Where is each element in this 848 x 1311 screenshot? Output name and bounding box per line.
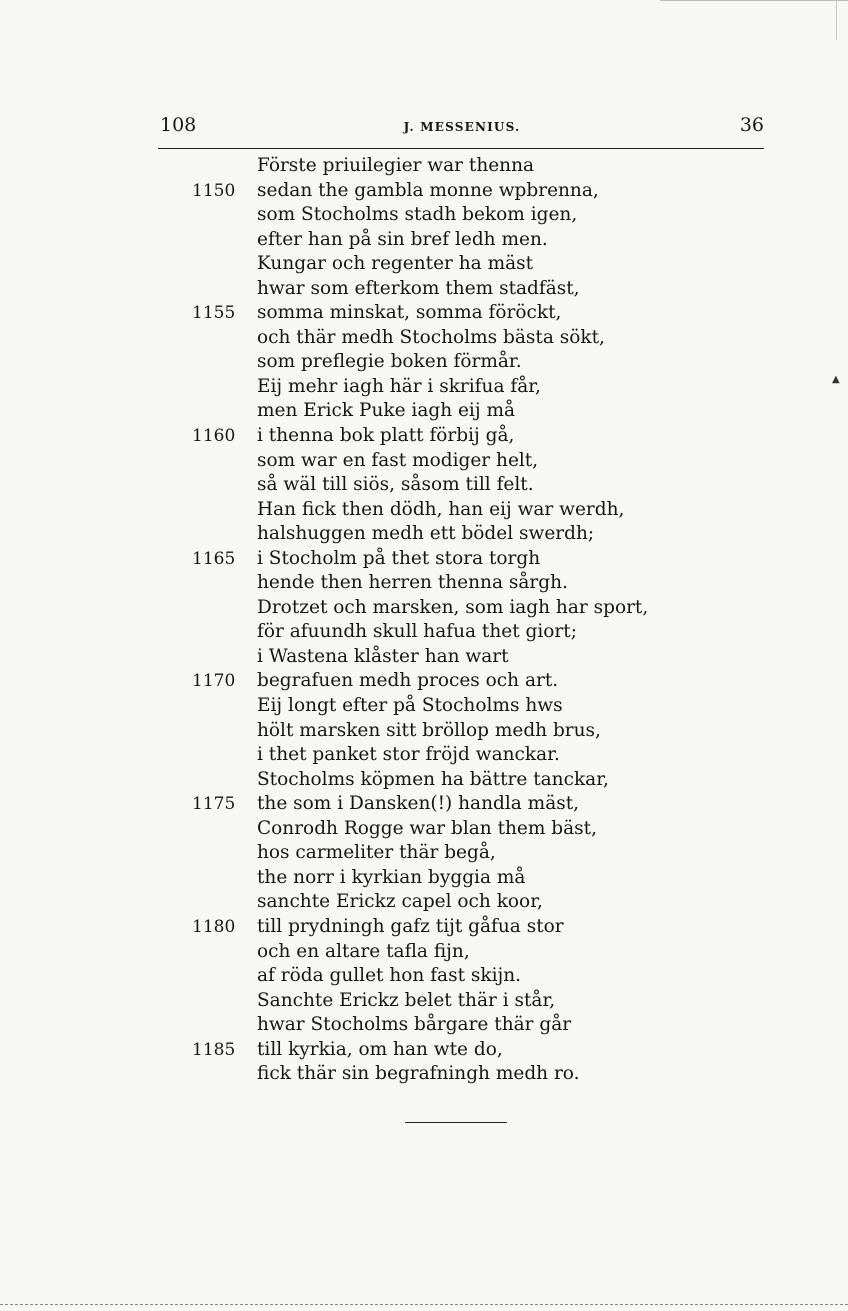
verse-line bbox=[0, 203, 848, 228]
line-text: sanchte Erickz capel och koor, bbox=[257, 891, 543, 913]
line-text: så wäl till siös, såsom till felt. bbox=[257, 474, 534, 496]
line-text: Eij longt efter på Stocholms hws bbox=[257, 695, 563, 717]
line-text: efter han på sin bref ledh men. bbox=[257, 228, 548, 250]
line-number: 1185 bbox=[192, 1039, 236, 1060]
line-text: Eij mehr iagh här i skrifua får, bbox=[257, 375, 541, 397]
verse-line bbox=[0, 228, 848, 253]
line-number: 1170 bbox=[192, 671, 236, 692]
verse-line bbox=[0, 571, 848, 596]
verse-line bbox=[0, 669, 848, 694]
line-text: Han fick then dödh, han eij war werdh, bbox=[257, 498, 625, 520]
verse-line bbox=[0, 1013, 848, 1038]
line-text: och thär medh Stocholms bästa sökt, bbox=[257, 326, 605, 348]
line-number: 1160 bbox=[192, 426, 236, 447]
verse-line bbox=[0, 522, 848, 547]
line-text: i Wastena klåster han wart bbox=[257, 645, 509, 667]
verse-line bbox=[0, 1038, 848, 1063]
scan-edge-bottom bbox=[0, 1304, 848, 1305]
verse-line bbox=[0, 792, 848, 817]
line-text: och en altare tafla fijn, bbox=[257, 940, 470, 962]
verse-line bbox=[0, 154, 848, 179]
verse-line bbox=[0, 473, 848, 498]
verse-line bbox=[0, 866, 848, 891]
verse-line bbox=[0, 964, 848, 989]
line-text: Conrodh Rogge war blan them bäst, bbox=[257, 817, 597, 839]
verse-line bbox=[0, 596, 848, 621]
verse-line bbox=[0, 890, 848, 915]
line-text: sedan the gambla monne wpbrenna, bbox=[257, 179, 599, 201]
line-text: hölt marsken sitt bröllop medh brus, bbox=[257, 719, 601, 741]
line-text: Drotzet och marsken, som iagh har sport, bbox=[257, 596, 649, 618]
running-title: J. MESSENIUS. bbox=[403, 120, 521, 134]
line-text: i Stocholm på thet stora torgh bbox=[257, 547, 541, 569]
line-text: som preflegie boken förmår. bbox=[257, 351, 522, 373]
header-rule bbox=[158, 148, 764, 149]
line-text: Kungar och regenter ha mäst bbox=[257, 253, 534, 275]
line-text: Förste priuilegier war thenna bbox=[257, 155, 535, 176]
line-text: men Erick Puke iagh eij må bbox=[257, 400, 516, 422]
poem-body bbox=[0, 154, 848, 1087]
page-number-right: 36 bbox=[739, 114, 764, 136]
verse-line bbox=[0, 498, 848, 523]
verse-line bbox=[0, 841, 848, 866]
line-text: Sanchte Erickz belet thär i står, bbox=[257, 989, 556, 1011]
line-text: the norr i kyrkian byggia må bbox=[257, 866, 526, 888]
scan-edge-right bbox=[836, 0, 837, 40]
line-text: hende then herren thenna sårgh. bbox=[257, 572, 568, 594]
end-rule bbox=[405, 1122, 507, 1123]
line-text: som Stocholms stadh bekom igen, bbox=[257, 204, 578, 226]
line-number: 1155 bbox=[192, 303, 236, 324]
verse-line bbox=[0, 252, 848, 277]
page-number-left: 108 bbox=[160, 114, 197, 136]
line-text: the som i Dansken(!) handla mäst, bbox=[257, 793, 580, 815]
line-text: Stocholms köpmen ha bättre tanckar, bbox=[257, 768, 609, 790]
line-text: hos carmeliter thär begå, bbox=[257, 842, 496, 864]
line-text: i thet panket stor fröjd wanckar. bbox=[257, 744, 560, 766]
line-text: till kyrkia, om han wte do, bbox=[257, 1038, 503, 1060]
line-text: af röda gullet hon fast skijn. bbox=[257, 965, 522, 987]
verse-line bbox=[0, 620, 848, 645]
verse-line bbox=[0, 817, 848, 842]
verse-line bbox=[0, 940, 848, 965]
verse-line bbox=[0, 743, 848, 768]
verse-line bbox=[0, 424, 848, 449]
verse-line bbox=[0, 768, 848, 793]
line-text: i thenna bok platt förbij gå, bbox=[257, 425, 515, 447]
line-text: till prydningh gafz tijt gåfua stor bbox=[257, 915, 564, 937]
line-text: hwar som efterkom them stadfäst, bbox=[257, 277, 580, 299]
page-header bbox=[160, 112, 764, 140]
scan-speck: ▲ bbox=[832, 374, 840, 385]
line-number: 1175 bbox=[192, 794, 236, 815]
line-text: begrafuen medh proces och art. bbox=[257, 670, 559, 692]
line-number: 1150 bbox=[192, 180, 236, 201]
line-number: 1180 bbox=[192, 916, 236, 937]
line-text: hwar Stocholms bårgare thär går bbox=[257, 1014, 572, 1036]
verse-line bbox=[0, 399, 848, 424]
line-text: fick thär sin begrafningh medh ro. bbox=[257, 1063, 580, 1085]
line-number: 1165 bbox=[192, 548, 236, 569]
verse-line bbox=[0, 547, 848, 572]
verse-line bbox=[0, 277, 848, 302]
line-text: som war en fast modiger helt, bbox=[257, 449, 539, 471]
verse-line bbox=[0, 301, 848, 326]
verse-line bbox=[0, 1062, 848, 1087]
verse-line bbox=[0, 179, 848, 204]
verse-line bbox=[0, 375, 848, 400]
scan-edge-top bbox=[660, 0, 848, 1]
verse-line bbox=[0, 989, 848, 1014]
line-text: halshuggen medh ett bödel swerdh; bbox=[257, 523, 595, 545]
verse-line bbox=[0, 719, 848, 744]
verse-line bbox=[0, 350, 848, 375]
line-text: för afuundh skull hafua thet giort; bbox=[257, 621, 577, 643]
verse-line bbox=[0, 915, 848, 940]
verse-line bbox=[0, 326, 848, 351]
verse-line bbox=[0, 694, 848, 719]
verse-line bbox=[0, 645, 848, 670]
verse-line bbox=[0, 449, 848, 474]
line-text: somma minskat, somma föröckt, bbox=[257, 302, 562, 324]
